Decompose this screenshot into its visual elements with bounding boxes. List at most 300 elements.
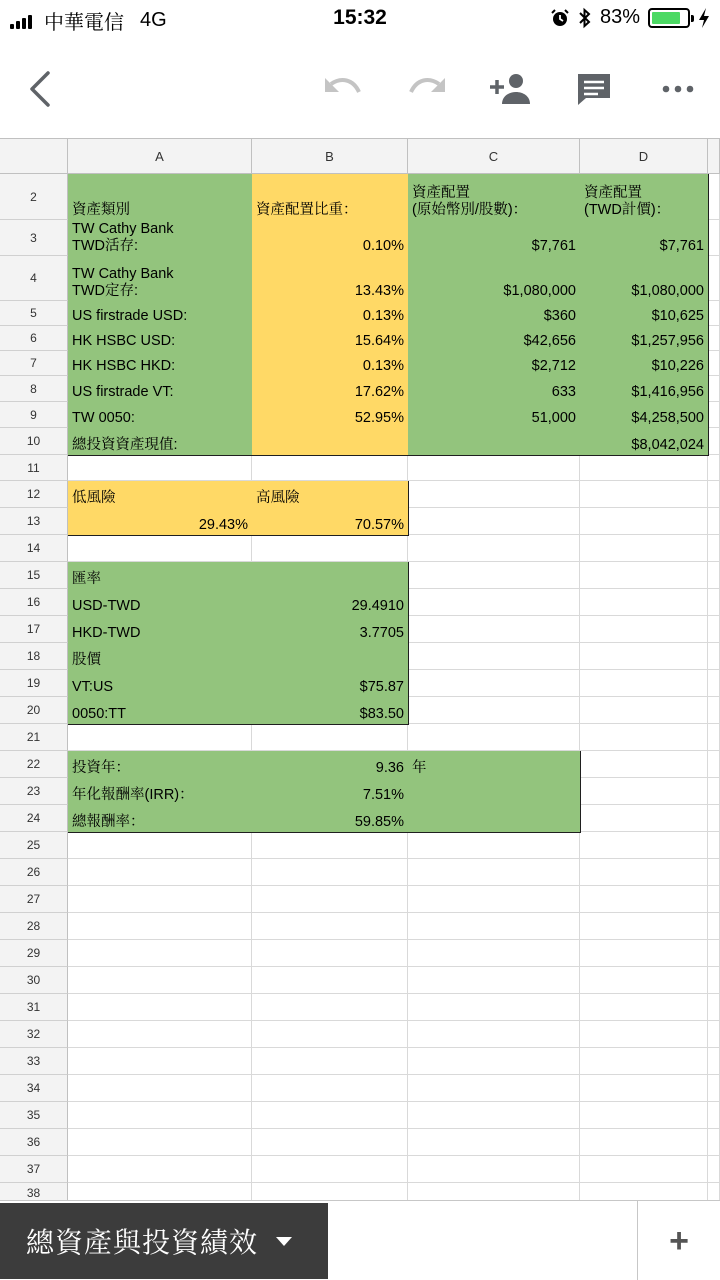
empty-cell[interactable] (708, 535, 720, 562)
column-header-b[interactable]: B (252, 138, 408, 174)
empty-cell[interactable] (708, 859, 720, 886)
empty-cell[interactable] (580, 1021, 708, 1048)
empty-cell[interactable] (408, 643, 580, 670)
empty-cell[interactable] (580, 751, 708, 778)
cell-d7[interactable] (580, 351, 709, 377)
empty-cell[interactable] (580, 859, 708, 886)
cell-c9-text: 51,000 (531, 410, 576, 426)
row-header-33[interactable]: 33 (0, 1048, 68, 1075)
cell-b4[interactable] (252, 256, 409, 302)
row-header-30[interactable]: 30 (0, 967, 68, 994)
cell-d7-text: $10,226 (651, 358, 704, 374)
empty-cell[interactable] (408, 616, 580, 643)
more-icon (662, 84, 694, 94)
row-header-8[interactable]: 8 (0, 376, 68, 402)
cell-a10[interactable] (68, 428, 253, 456)
empty-cell[interactable] (708, 751, 720, 778)
cell-a17-text: HKD-TWD (72, 625, 141, 641)
row-header-36[interactable]: 36 (0, 1129, 68, 1156)
empty-cell[interactable] (580, 455, 708, 481)
cell-a7[interactable] (68, 351, 253, 377)
cell-d8-text: $1,416,956 (631, 384, 704, 400)
undo-icon (321, 74, 365, 104)
cell-a23[interactable] (68, 778, 253, 806)
cell-b24-text: 59.85% (354, 814, 404, 830)
empty-cell[interactable] (252, 859, 408, 886)
sheet-tab-bar (0, 1200, 720, 1280)
cell-d8[interactable] (580, 376, 709, 403)
cell-c4-text: $1,080,000 (503, 283, 576, 299)
empty-cell[interactable] (708, 351, 720, 376)
cell-a15-text: 匯率 (72, 571, 101, 587)
row-header-23[interactable]: 23 (0, 778, 68, 805)
alarm-icon (550, 8, 570, 28)
cell-c22-text: 年 (412, 760, 427, 776)
cell-a8[interactable] (68, 376, 253, 403)
cell-c8[interactable] (408, 376, 581, 403)
empty-cell[interactable] (68, 535, 252, 562)
cell-a12-text: 低風險 (72, 490, 116, 506)
empty-cell[interactable] (68, 886, 252, 913)
empty-cell[interactable] (68, 940, 252, 967)
empty-cell[interactable] (708, 1021, 720, 1048)
empty-cell[interactable] (708, 832, 720, 859)
empty-cell[interactable] (408, 1156, 580, 1183)
cell-d6-text: $1,257,956 (631, 333, 704, 349)
cell-b7-text: 0.13% (362, 358, 404, 374)
empty-cell[interactable] (708, 428, 720, 455)
empty-cell[interactable] (252, 1129, 408, 1156)
empty-cell[interactable] (580, 616, 708, 643)
cell-a20[interactable] (68, 697, 253, 725)
bluetooth-icon (578, 7, 592, 29)
plus-icon: + (669, 1221, 689, 1260)
cell-c6[interactable] (408, 326, 581, 352)
cell-b2[interactable] (252, 174, 409, 221)
spreadsheet-grid[interactable] (0, 138, 720, 1200)
sheet-tab-label: 總資產與投資績效 (26, 1227, 259, 1258)
cell-c5[interactable] (408, 301, 581, 327)
empty-cell[interactable] (580, 1129, 708, 1156)
row-header-21[interactable]: 21 (0, 724, 68, 751)
cell-b10[interactable] (252, 428, 409, 456)
row-header-5[interactable]: 5 (0, 301, 68, 326)
empty-cell[interactable] (580, 940, 708, 967)
cell-a22[interactable] (68, 751, 253, 779)
empty-cell[interactable] (708, 589, 720, 616)
empty-cell[interactable] (708, 994, 720, 1021)
row-header-35[interactable]: 35 (0, 1102, 68, 1129)
empty-cell[interactable] (252, 535, 408, 562)
empty-cell[interactable] (708, 402, 720, 428)
empty-cell[interactable] (708, 256, 720, 301)
empty-cell[interactable] (708, 1183, 720, 1200)
comment-button[interactable] (569, 64, 619, 114)
empty-cell[interactable] (68, 913, 252, 940)
empty-cell[interactable] (408, 455, 580, 481)
cell-c23[interactable] (408, 778, 581, 806)
cell-b8-text: 17.62% (354, 384, 404, 400)
cell-b23-text: 7.51% (362, 787, 404, 803)
cell-b16[interactable] (252, 589, 409, 617)
more-button[interactable] (653, 64, 703, 114)
empty-cell[interactable] (708, 481, 720, 508)
empty-cell[interactable] (708, 1102, 720, 1129)
cell-c24[interactable] (408, 805, 581, 833)
cell-b13-text: 70.57% (354, 517, 404, 533)
empty-cell[interactable] (708, 616, 720, 643)
empty-cell[interactable] (68, 1075, 252, 1102)
cell-c10[interactable] (408, 428, 581, 456)
cell-d5[interactable] (580, 301, 709, 327)
carrier-name: 中華電信 (44, 12, 124, 34)
empty-cell[interactable] (708, 508, 720, 535)
cell-a24[interactable] (68, 805, 253, 833)
cell-a22-text: 投資年： (72, 760, 130, 776)
empty-cell[interactable] (252, 967, 408, 994)
cell-a4[interactable] (68, 256, 253, 302)
empty-cell[interactable] (408, 562, 580, 589)
empty-cell[interactable] (408, 886, 580, 913)
empty-cell[interactable] (580, 778, 708, 805)
cell-d2-line1: 資產配置 (584, 185, 642, 201)
clock: 15:32 (333, 6, 387, 29)
cell-b6[interactable] (252, 326, 409, 352)
cell-b19[interactable] (252, 670, 409, 698)
empty-cell[interactable] (580, 832, 708, 859)
cell-b18[interactable] (252, 643, 409, 671)
empty-cell[interactable] (68, 832, 252, 859)
cell-b7[interactable] (252, 351, 409, 377)
empty-cell[interactable] (708, 967, 720, 994)
empty-cell[interactable] (580, 508, 708, 535)
empty-cell[interactable] (708, 1156, 720, 1183)
row-header-18[interactable]: 18 (0, 643, 68, 670)
empty-cell[interactable] (252, 455, 408, 481)
row-header-14[interactable]: 14 (0, 535, 68, 562)
empty-cell[interactable] (408, 508, 580, 535)
cell-b13[interactable] (252, 508, 409, 536)
row-header-22[interactable]: 22 (0, 751, 68, 778)
row-header-25[interactable]: 25 (0, 832, 68, 859)
empty-cell[interactable] (68, 1183, 252, 1200)
row-header-31[interactable]: 31 (0, 994, 68, 1021)
empty-cell[interactable] (580, 1183, 708, 1200)
empty-cell[interactable] (408, 481, 580, 508)
empty-cell[interactable] (580, 481, 708, 508)
redo-icon (405, 74, 449, 104)
cell-a6-text: HK HSBC USD: (72, 333, 176, 349)
empty-cell[interactable] (252, 913, 408, 940)
cell-a18[interactable] (68, 643, 253, 671)
empty-cell[interactable] (708, 697, 720, 724)
cell-b6-text: 15.64% (354, 333, 404, 349)
empty-cell[interactable] (708, 778, 720, 805)
empty-cell[interactable] (252, 886, 408, 913)
cell-c4[interactable] (408, 256, 581, 302)
status-bar (0, 0, 720, 36)
empty-cell[interactable] (408, 670, 580, 697)
cell-d9-text: $4,258,500 (631, 410, 704, 426)
cell-a15[interactable] (68, 562, 253, 590)
row-header-16[interactable]: 16 (0, 589, 68, 616)
empty-cell[interactable] (708, 1075, 720, 1102)
empty-cell[interactable] (708, 1129, 720, 1156)
cell-c3[interactable] (408, 220, 581, 257)
cell-a17[interactable] (68, 616, 253, 644)
empty-cell[interactable] (68, 724, 252, 751)
empty-cell[interactable] (580, 643, 708, 670)
empty-cell[interactable] (68, 1048, 252, 1075)
cell-b17-text: 3.7705 (359, 625, 404, 641)
cell-a2[interactable] (68, 174, 253, 221)
empty-cell[interactable] (252, 1075, 408, 1102)
cell-a4-line1: TW Cathy Bank (72, 266, 174, 282)
empty-cell[interactable] (580, 1048, 708, 1075)
cell-a13[interactable] (68, 508, 253, 536)
cell-a3[interactable] (68, 220, 253, 257)
empty-cell[interactable] (708, 326, 720, 351)
row-header-15[interactable]: 15 (0, 562, 68, 589)
undo-button[interactable] (318, 64, 368, 114)
empty-cell[interactable] (708, 940, 720, 967)
row-header-9[interactable]: 9 (0, 402, 68, 428)
cell-c9[interactable] (408, 402, 581, 429)
empty-cell[interactable] (708, 376, 720, 402)
row-header-26[interactable]: 26 (0, 859, 68, 886)
corner-cell[interactable] (0, 138, 68, 174)
cell-b3[interactable] (252, 220, 409, 257)
cell-a12[interactable] (68, 481, 253, 509)
empty-cell[interactable] (408, 1102, 580, 1129)
redo-button[interactable] (402, 64, 452, 114)
cell-d2[interactable] (580, 174, 709, 221)
cell-a9[interactable] (68, 402, 253, 429)
cell-b8[interactable] (252, 376, 409, 403)
cell-c2[interactable] (408, 174, 581, 221)
row-header-10[interactable]: 10 (0, 428, 68, 455)
row-header-24[interactable]: 24 (0, 805, 68, 832)
cell-d4[interactable] (580, 256, 709, 302)
empty-cell[interactable] (580, 913, 708, 940)
cell-b20[interactable] (252, 697, 409, 725)
empty-cell[interactable] (708, 670, 720, 697)
empty-cell[interactable] (252, 994, 408, 1021)
cell-a2-text: 資產類別 (72, 202, 130, 218)
empty-cell[interactable] (580, 562, 708, 589)
empty-cell[interactable] (252, 724, 408, 751)
cell-a5-text: US firstrade USD: (72, 308, 188, 324)
empty-cell[interactable] (408, 1075, 580, 1102)
sheet-tab[interactable] (0, 1203, 328, 1279)
cell-d10-text: $8,042,024 (631, 437, 704, 453)
row-header-28[interactable]: 28 (0, 913, 68, 940)
add-person-icon (489, 72, 533, 106)
empty-cell[interactable] (68, 455, 252, 481)
empty-cell[interactable] (708, 886, 720, 913)
empty-cell[interactable] (580, 1075, 708, 1102)
empty-cell[interactable] (408, 1048, 580, 1075)
empty-cell[interactable] (408, 535, 580, 562)
empty-cell[interactable] (408, 1021, 580, 1048)
empty-cell[interactable] (252, 1156, 408, 1183)
cell-c7[interactable] (408, 351, 581, 377)
empty-cell[interactable] (68, 1102, 252, 1129)
empty-cell[interactable] (580, 1156, 708, 1183)
empty-cell[interactable] (580, 994, 708, 1021)
empty-cell[interactable] (580, 589, 708, 616)
empty-cell[interactable] (708, 724, 720, 751)
cell-a6[interactable] (68, 326, 253, 352)
empty-cell[interactable] (408, 913, 580, 940)
empty-cell[interactable] (68, 994, 252, 1021)
empty-cell[interactable] (708, 455, 720, 481)
cell-d10[interactable] (580, 428, 709, 456)
empty-cell[interactable] (68, 1021, 252, 1048)
cell-b19-text: $75.87 (359, 679, 404, 695)
row-header-4[interactable]: 4 (0, 256, 68, 301)
cell-c22[interactable] (408, 751, 581, 779)
row-header-12[interactable]: 12 (0, 481, 68, 508)
cell-b22[interactable] (252, 751, 409, 779)
empty-cell[interactable] (580, 697, 708, 724)
cell-b12-text: 高風險 (256, 490, 300, 506)
toolbar (0, 36, 720, 138)
row-header-38[interactable]: 38 (0, 1183, 68, 1200)
empty-cell[interactable] (708, 805, 720, 832)
cell-b5[interactable] (252, 301, 409, 327)
empty-cell[interactable] (408, 1183, 580, 1200)
empty-cell[interactable] (408, 832, 580, 859)
cell-a5[interactable] (68, 301, 253, 327)
network-type: 4G (140, 9, 167, 31)
row-header-32[interactable]: 32 (0, 1021, 68, 1048)
empty-cell[interactable] (252, 1102, 408, 1129)
cell-c2-line1: 資產配置 (412, 185, 470, 201)
cell-a16[interactable] (68, 589, 253, 617)
row-header-37[interactable]: 37 (0, 1156, 68, 1183)
empty-cell[interactable] (68, 1156, 252, 1183)
empty-cell[interactable] (580, 535, 708, 562)
empty-cell[interactable] (580, 1102, 708, 1129)
row-header-11[interactable]: 11 (0, 455, 68, 481)
empty-cell[interactable] (708, 562, 720, 589)
empty-cell[interactable] (408, 994, 580, 1021)
row-header-2[interactable]: 2 (0, 174, 68, 220)
empty-cell[interactable] (252, 940, 408, 967)
row-header-27[interactable]: 27 (0, 886, 68, 913)
cell-a24-text: 總報酬率： (72, 814, 145, 830)
empty-cell[interactable] (708, 913, 720, 940)
empty-cell[interactable] (708, 220, 720, 256)
cell-a18-text: 股價 (72, 652, 101, 668)
cell-a19[interactable] (68, 670, 253, 698)
empty-cell[interactable] (580, 670, 708, 697)
cell-c5-text: $360 (543, 308, 576, 324)
share-button[interactable] (486, 64, 536, 114)
cell-b22-text: 9.36 (375, 760, 404, 776)
row-header-6[interactable]: 6 (0, 326, 68, 351)
empty-cell[interactable] (408, 940, 580, 967)
empty-cell[interactable] (252, 832, 408, 859)
cell-b23[interactable] (252, 778, 409, 806)
empty-cell[interactable] (708, 174, 720, 220)
empty-cell[interactable] (408, 859, 580, 886)
cell-c7-text: $2,712 (531, 358, 576, 374)
row-header-29[interactable]: 29 (0, 940, 68, 967)
empty-cell[interactable] (708, 1048, 720, 1075)
empty-cell[interactable] (580, 805, 708, 832)
cell-c8-text: 633 (551, 384, 576, 400)
cell-d4-text: $1,080,000 (631, 283, 704, 299)
empty-cell[interactable] (68, 967, 252, 994)
cell-d3[interactable] (580, 220, 709, 257)
cell-a23-text: 年化報酬率(IRR)： (72, 787, 194, 803)
row-header-34[interactable]: 34 (0, 1075, 68, 1102)
cell-b2-text: 資產配置比重： (256, 202, 358, 218)
cell-b20-text: $83.50 (359, 706, 404, 722)
column-header-a[interactable]: A (68, 138, 252, 174)
empty-cell[interactable] (708, 301, 720, 326)
empty-cell[interactable] (252, 1048, 408, 1075)
cell-a7-text: HK HSBC HKD: (72, 358, 176, 374)
row-header-20[interactable]: 20 (0, 697, 68, 724)
row-header-13[interactable]: 13 (0, 508, 68, 535)
empty-cell[interactable] (68, 859, 252, 886)
row-header-3[interactable]: 3 (0, 220, 68, 256)
empty-cell[interactable] (68, 1129, 252, 1156)
cell-b16-text: 29.4910 (351, 598, 404, 614)
empty-cell[interactable] (408, 724, 580, 751)
cell-d9[interactable] (580, 402, 709, 429)
cell-c3-text: $7,761 (531, 238, 576, 254)
cell-b9[interactable] (252, 402, 409, 429)
empty-cell[interactable] (408, 967, 580, 994)
back-button[interactable] (16, 64, 66, 114)
empty-cell[interactable] (580, 886, 708, 913)
empty-cell[interactable] (252, 1021, 408, 1048)
back-arrow-icon (26, 69, 56, 109)
empty-cell[interactable] (408, 697, 580, 724)
cell-b15[interactable] (252, 562, 409, 590)
add-sheet-button[interactable] (637, 1201, 720, 1280)
row-header-17[interactable]: 17 (0, 616, 68, 643)
row-header-19[interactable]: 19 (0, 670, 68, 697)
cell-d3-text: $7,761 (659, 238, 704, 254)
empty-cell[interactable] (252, 1183, 408, 1200)
cell-a19-text: VT:US (72, 679, 114, 695)
cell-a3-line1: TW Cathy Bank (72, 221, 174, 237)
cell-a3-line2: TWD活存: (72, 238, 139, 254)
cell-d5-text: $10,625 (651, 308, 704, 324)
row-header-7[interactable]: 7 (0, 351, 68, 376)
cell-b17[interactable] (252, 616, 409, 644)
empty-cell[interactable] (708, 643, 720, 670)
column-header-c[interactable]: C (408, 138, 580, 174)
empty-cell[interactable] (580, 724, 708, 751)
chevron-down-icon[interactable] (276, 1237, 292, 1246)
cell-d6[interactable] (580, 326, 709, 352)
empty-cell[interactable] (580, 967, 708, 994)
cell-b12[interactable] (252, 481, 409, 509)
empty-cell[interactable] (408, 589, 580, 616)
empty-cell[interactable] (408, 1129, 580, 1156)
cell-c2-line2: (原始幣別/股數)： (412, 202, 528, 218)
cell-b24[interactable] (252, 805, 409, 833)
column-header-d[interactable]: D (580, 138, 708, 174)
column-header-e[interactable] (708, 138, 720, 174)
cell-a13-text: 29.43% (198, 517, 248, 533)
